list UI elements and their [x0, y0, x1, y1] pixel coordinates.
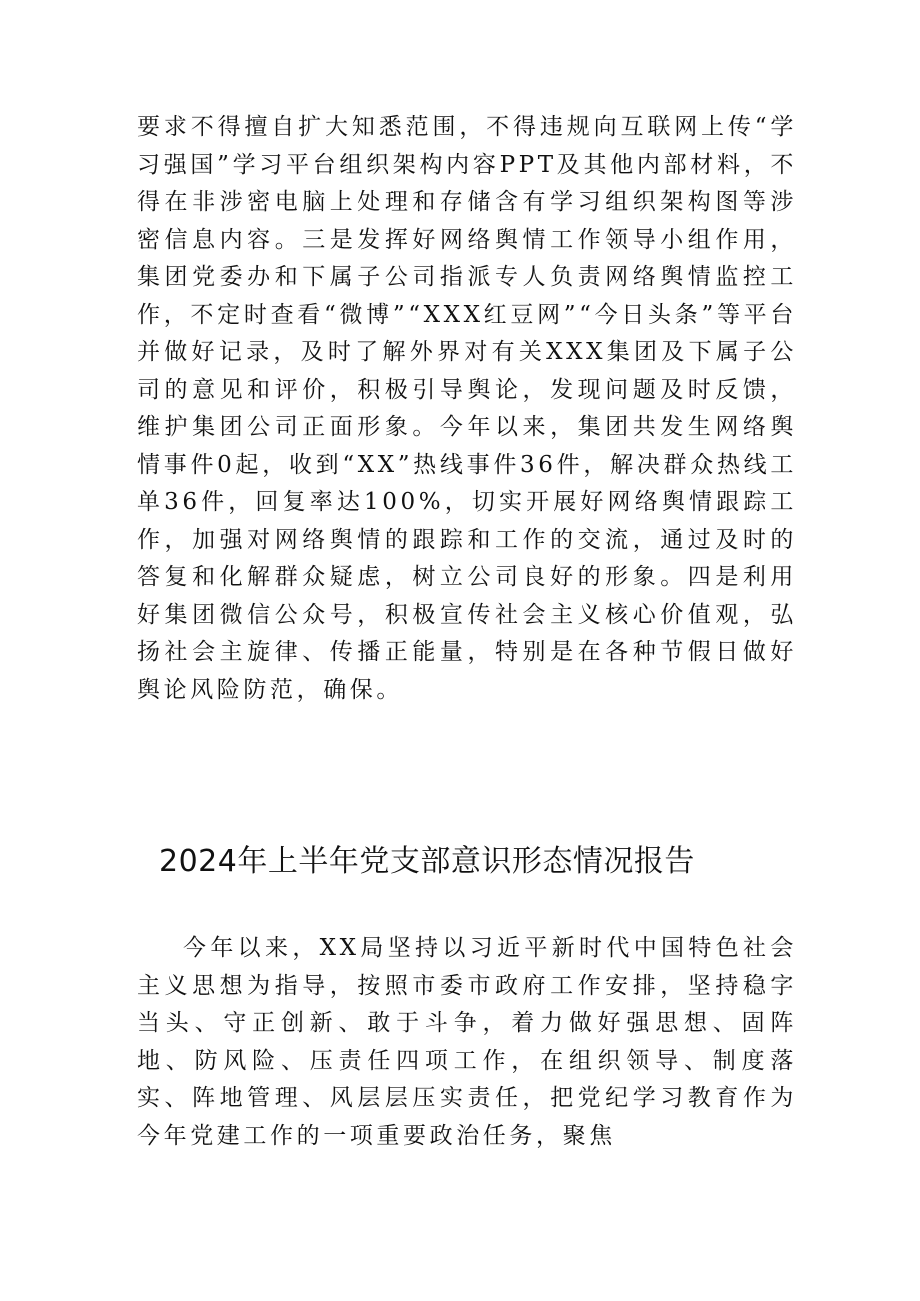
report-title: 2024年上半年党支部意识形态情况报告	[159, 844, 695, 879]
body-paragraph-top: 要求不得擅自扩大知悉范围，不得违规向互联网上传“学习强国”学习平台组织架构内容PPT及其他内部材料，不得在非涉密电脑上处理和存储含有学习组织架构图等涉密信息内容。三是发挥好网络舆情工作领导小组作用，集团党委办和下属子公司指派专人负责网络舆情监控工作，不定时查看“微博”“XXX红豆网”“今日头条”等平台并做好记录，及时了解外界对有关XXX集团及下属子公司的意见和评价，积极引导舆论，发现问题及时反馈，维护集团公司正面形象。今年以来，集团共发生网络舆情事件0起，收到“XX”热线事件36件，解决群众热线工单36件，回复率达100%，切实开展好网络舆情跟踪工作，加强对网络舆情的跟踪和工作的交流，通过及时的答复和化解群众疑虑，树立公司良好的形象。四是利用好集团微信公众号，积极宣传社会主义核心价值观，弘扬社会主旋律、传播正能量，特别是在各种节假日做好舆论风险防范，确保。	[137, 114, 797, 703]
body-paragraph-bottom: 今年以来，XX局坚持以习近平新时代中国特色社会主义思想为指导，按照市委市政府工作安排，坚持稳字当头、守正创新、敢于斗争，着力做好强思想、固阵地、防风险、压责任四项工作，在组织领导、制度落实、阵地管理、风层层压实责任，把党纪学习教育作为今年党建工作的一项重要政治任务，聚焦	[137, 935, 797, 1149]
